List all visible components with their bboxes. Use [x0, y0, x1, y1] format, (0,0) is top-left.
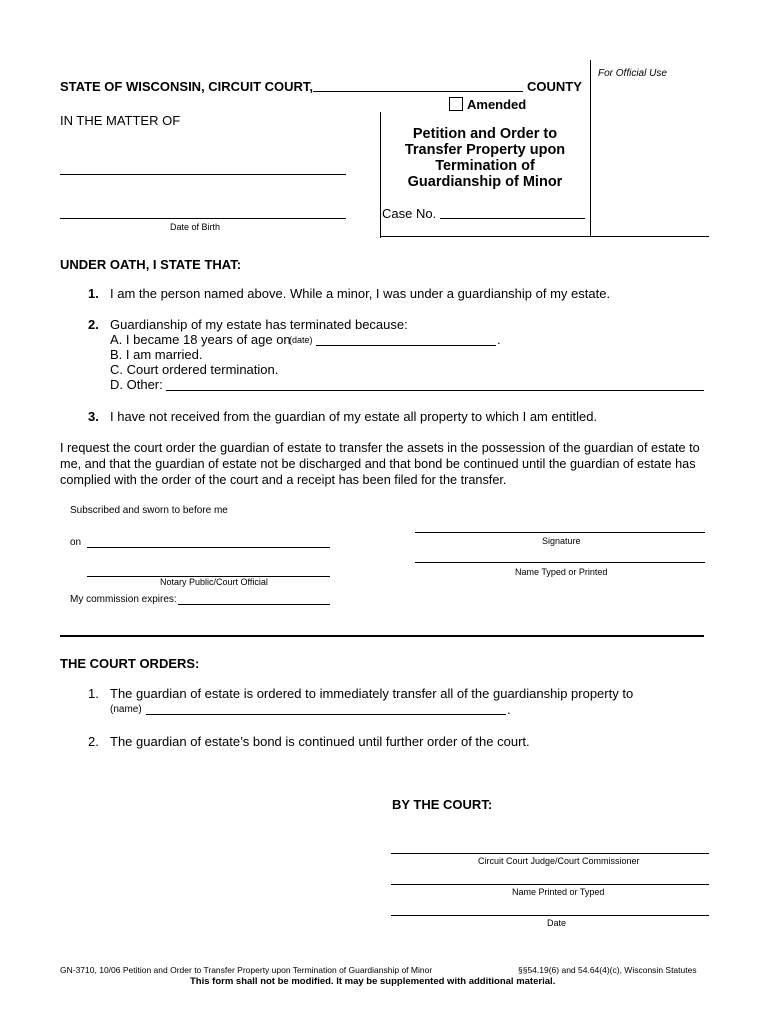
- item-number: 2.: [88, 734, 99, 749]
- petitioner-name-field[interactable]: [415, 548, 705, 563]
- request-line: complied with the order of the court and a receipt has been filed for the transfer.: [60, 473, 507, 487]
- title-line: Petition and Order to: [412, 126, 558, 142]
- amended-checkbox[interactable]: [449, 97, 463, 111]
- commission-expires-field[interactable]: [178, 590, 330, 605]
- sworn-date-field[interactable]: [87, 533, 330, 548]
- reason-b-text: B. I am married.: [110, 347, 203, 362]
- request-line: me, and that the guardian of estate not be discharged and that bond be continued until the guardian of estate has: [60, 457, 696, 471]
- on-label: on: [70, 537, 82, 548]
- transfer-name-field[interactable]: [146, 700, 506, 715]
- request-line: I request the court order the guardian of estate to transfer the assets in the possession of the guardian of estate to: [60, 441, 700, 455]
- judge-label: Circuit Court Judge/Court Commissioner: [478, 856, 640, 866]
- section-divider: [60, 635, 704, 637]
- case-no-label: Case No.: [382, 206, 437, 221]
- commission-expires-label: My commission expires:: [70, 594, 177, 605]
- judge-name-field[interactable]: [391, 870, 709, 885]
- item-number: 1.: [88, 286, 99, 301]
- period: .: [497, 332, 501, 347]
- name-typed-label: Name Typed or Printed: [515, 567, 608, 577]
- date-hint: (date): [289, 335, 313, 345]
- request-paragraph: [60, 440, 700, 488]
- item3-text: I have not received from the guardian of my estate all property to which I am entitled.: [110, 409, 598, 424]
- modification-notice: This form shall not be modified. It may be supplemented with additional material.: [190, 976, 556, 987]
- oath-heading: UNDER OATH, I STATE THAT:: [60, 257, 242, 272]
- official-use-box-left-border: [590, 60, 591, 237]
- matter-name-field[interactable]: [60, 160, 346, 175]
- signature-label: Signature: [542, 536, 581, 546]
- name-hint: (name): [110, 704, 142, 715]
- court-prefix: STATE OF WISCONSIN, CIRCUIT COURT,: [60, 79, 314, 94]
- matter-divider: [380, 112, 381, 238]
- petitioner-signature-field[interactable]: [415, 518, 705, 533]
- order1-text: The guardian of estate is ordered to immediately transfer all of the guardianship property to: [110, 686, 634, 701]
- item-number: 3.: [88, 409, 99, 424]
- order-date-field[interactable]: [391, 901, 709, 916]
- form-title: [385, 126, 585, 190]
- county-label: COUNTY: [527, 79, 582, 94]
- sworn-text: Subscribed and sworn to before me: [70, 505, 228, 516]
- form-id: GN-3710, 10/06 Petition and Order to Transfer Property upon Termination of Guardianship of Minor: [60, 965, 433, 975]
- notary-official-label: Notary Public/Court Official: [160, 577, 268, 587]
- order2-text: The guardian of estate’s bond is continued until further order of the court.: [110, 734, 530, 749]
- title-line: Transfer Property upon: [404, 142, 566, 158]
- period: .: [507, 702, 511, 717]
- date-of-birth-field[interactable]: [60, 204, 346, 219]
- reason-a-text: A. I became 18 years of age on: [110, 332, 291, 347]
- matter-label: IN THE MATTER OF: [60, 113, 181, 128]
- item-number: 2.: [88, 317, 99, 332]
- reason-d-text: D. Other:: [110, 377, 163, 392]
- orders-heading: THE COURT ORDERS:: [60, 656, 200, 671]
- date-label: Date: [547, 918, 567, 928]
- notary-signature-field[interactable]: [87, 562, 330, 577]
- age-date-field[interactable]: [316, 331, 496, 346]
- other-reason-field[interactable]: [166, 376, 704, 391]
- title-line: Guardianship of Minor: [407, 174, 563, 190]
- item1-text: I am the person named above. While a minor, I was under a guardianship of my estate.: [110, 286, 611, 301]
- judge-signature-field[interactable]: [391, 839, 709, 854]
- name-printed-label: Name Printed or Typed: [512, 887, 605, 897]
- title-line: Termination of: [435, 158, 535, 174]
- official-use-label: For Official Use: [598, 68, 667, 79]
- statutes: §§54.19(6) and 54.64(4)(c), Wisconsin Statutes: [518, 965, 697, 975]
- county-field[interactable]: [313, 77, 523, 92]
- case-no-field[interactable]: [440, 204, 585, 219]
- reason-c-text: C. Court ordered termination.: [110, 362, 279, 377]
- item2-text: Guardianship of my estate has terminated because:: [110, 317, 408, 332]
- item-number: 1.: [88, 686, 99, 701]
- dob-label: Date of Birth: [170, 222, 221, 232]
- header-bottom-border: [380, 236, 709, 237]
- amended-label: Amended: [467, 97, 527, 112]
- by-court-label: BY THE COURT:: [392, 797, 493, 812]
